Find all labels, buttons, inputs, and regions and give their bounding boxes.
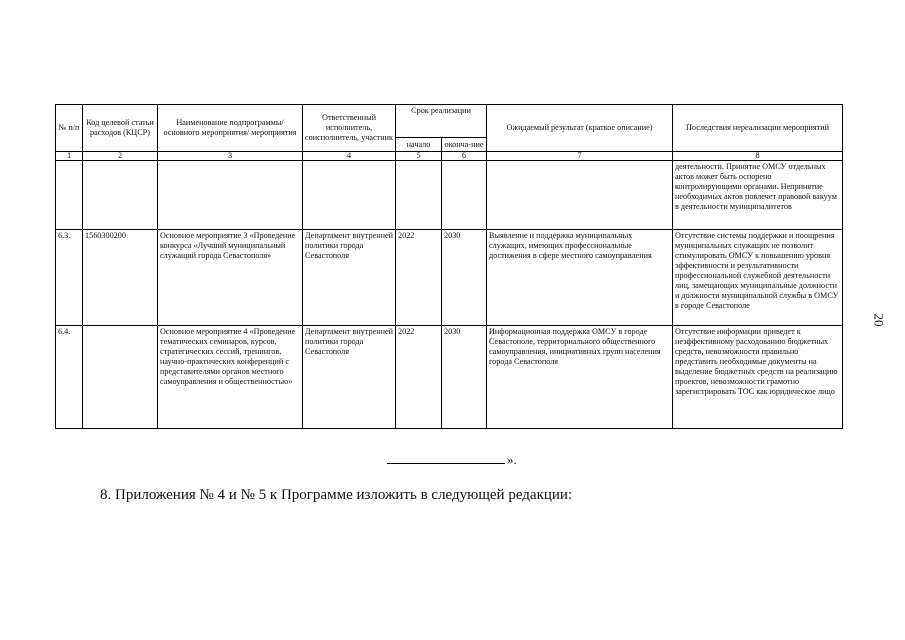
cell-code: 1560300200 bbox=[83, 230, 158, 326]
header-end: оконча-ние bbox=[442, 138, 487, 152]
cell-consequences: Отсутствие информации приведет к неэффективному расходованию бюджетных средств, невозможности правильно представить необходимые документы на выделение бюджетных средств на реализацию проектов, невозможности грамотно зарегистрировать ТОС как юридическое лицо bbox=[673, 326, 843, 429]
header-num: № п/п bbox=[56, 105, 83, 152]
signature-line bbox=[387, 463, 505, 464]
cell-num: 6.3. bbox=[56, 230, 83, 326]
cell-executor: Департамент внутренней политики города Севастополя bbox=[303, 326, 396, 429]
header-result: Ожидаемый результат (краткое описание) bbox=[487, 105, 673, 152]
cell-code bbox=[83, 161, 158, 230]
header-row-1 bbox=[56, 105, 843, 138]
cell-code bbox=[83, 326, 158, 429]
cell-end: 2030 bbox=[442, 230, 487, 326]
column-number: 1 bbox=[56, 152, 83, 161]
table-row bbox=[56, 161, 843, 230]
header-executor: Ответственный исполнитель, соисполнитель, участник bbox=[303, 105, 396, 152]
column-number: 4 bbox=[303, 152, 396, 161]
table-row bbox=[56, 326, 843, 429]
program-activities-table bbox=[55, 104, 843, 429]
column-number: 7 bbox=[487, 152, 673, 161]
cell-name bbox=[158, 161, 303, 230]
cell-end: 2030 bbox=[442, 326, 487, 429]
column-number: 8 bbox=[673, 152, 843, 161]
column-number: 5 bbox=[396, 152, 442, 161]
header-start: начало bbox=[396, 138, 442, 152]
column-number: 6 bbox=[442, 152, 487, 161]
column-number: 2 bbox=[83, 152, 158, 161]
cell-num: 6.4. bbox=[56, 326, 83, 429]
cell-name: Основное мероприятие 4 «Проведение тематических семинаров, курсов, стратегических сессий, тренингов, научно-практических конференций с представителями органов местного самоуправления и общественностью» bbox=[158, 326, 303, 429]
cell-num bbox=[56, 161, 83, 230]
column-number: 3 bbox=[158, 152, 303, 161]
cell-executor bbox=[303, 161, 396, 230]
header-name: Наименование подпрограммы/ основного мероприятия/ мероприятия bbox=[158, 105, 303, 152]
column-number-row bbox=[56, 152, 843, 161]
instruction-paragraph: 8. Приложения № 4 и № 5 к Программе изложить в следующей редакции: bbox=[100, 487, 573, 503]
cell-result: Информационная поддержка ОМСУ в городе Севастополе, территориального общественного самоуправления, инициативных групп населения города Севастополя bbox=[487, 326, 673, 429]
header-code: Код целевой статьи расходов (КЦСР) bbox=[83, 105, 158, 152]
cell-consequences: деятельности. Принятие ОМСУ отдельных актов может быть оспорено контролирующими органами. Непринятие необходимых актов повлечет правовой вакуум в деятельности муниципалитетов bbox=[673, 161, 843, 230]
table-row bbox=[56, 230, 843, 326]
cell-end bbox=[442, 161, 487, 230]
cell-consequences: Отсутствие системы поддержки и поощрения муниципальных служащих не позволит стимулировать ОМСУ к повышению уровня эффективности и результативности профессиональной служебной деятельности лиц, замещающих муниципальные должности и должности муниципальной службы в ОМСУ в городе Севастополе bbox=[673, 230, 843, 326]
cell-start bbox=[396, 161, 442, 230]
header-period: Срок реализации bbox=[396, 105, 487, 138]
cell-result bbox=[487, 161, 673, 230]
cell-name: Основное мероприятие 3 «Проведение конкурса «Лучший муниципальный служащий города Севастополя» bbox=[158, 230, 303, 326]
page-number: 20 bbox=[871, 313, 887, 327]
cell-start: 2022 bbox=[396, 326, 442, 429]
cell-executor: Департамент внутренней политики города Севастополя bbox=[303, 230, 396, 326]
header-consequences: Последствия нереализации мероприятий bbox=[673, 105, 843, 152]
closing-quote: ». bbox=[507, 452, 517, 467]
cell-start: 2022 bbox=[396, 230, 442, 326]
cell-result: Выявление и поддержка муниципальных служащих, имеющих профессиональные достижения в сфере местного самоуправления bbox=[487, 230, 673, 326]
